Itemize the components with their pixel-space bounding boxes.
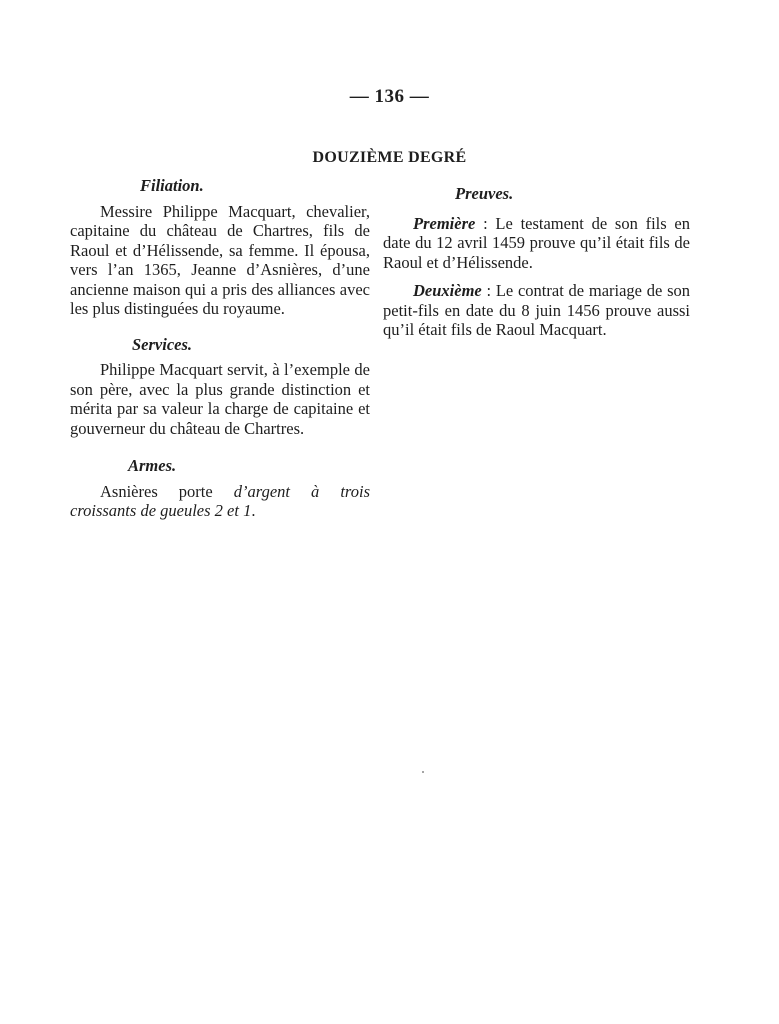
- services-paragraph: Philippe Macquart servit, à l’exemple de son père, avec la plus grande distinction et mérita par sa valeur la charge de capitaine et gouverneur du château de Chartres.: [70, 360, 370, 438]
- armes-text-plain: Asnières porte: [100, 481, 234, 501]
- filiation-paragraph: Messire Philippe Macquart, chevalier, capitaine du château de Chartres, fils de Raoul et d’Hélissende, sa femme. Il épousa, vers l’an 1365, Jeanne d’Asnières, d’une ancienne maison qui a pris des alliances avec les plus distinguées du royaume.: [70, 201, 370, 318]
- paper-speck: [422, 771, 424, 773]
- armes-text-end: .: [251, 501, 256, 520]
- right-column: [383, 184, 690, 340]
- premiere-paragraph: [383, 214, 690, 273]
- chapter-title: DOUZIÈME DEGRÉ: [312, 149, 467, 166]
- filiation-heading: Filiation.: [140, 176, 204, 195]
- premiere-text: : Le testament de son fils en date du 12 avril 1459 prouve qu’il était fils de Raoul et d’Hélissende.: [383, 213, 690, 272]
- page-number: — 136 —: [349, 86, 430, 107]
- armes-heading: Armes.: [128, 456, 177, 475]
- armes-paragraph: [70, 482, 370, 521]
- services-heading: Services.: [132, 334, 193, 354]
- preuves-heading: Preuves.: [455, 184, 514, 203]
- deuxieme-label: Deuxième: [413, 281, 482, 300]
- deuxieme-paragraph: [383, 281, 690, 340]
- armes-blazon: d’argent à trois croissants de gueules 2 et 1: [70, 481, 370, 520]
- premiere-label: Première: [413, 213, 476, 233]
- deuxieme-text: : Le contrat de mariage de son petit-fils en date du 8 juin 1456 prouve aussi qu’il était fils de Raoul Macquart.: [383, 281, 690, 339]
- left-column: [70, 176, 370, 521]
